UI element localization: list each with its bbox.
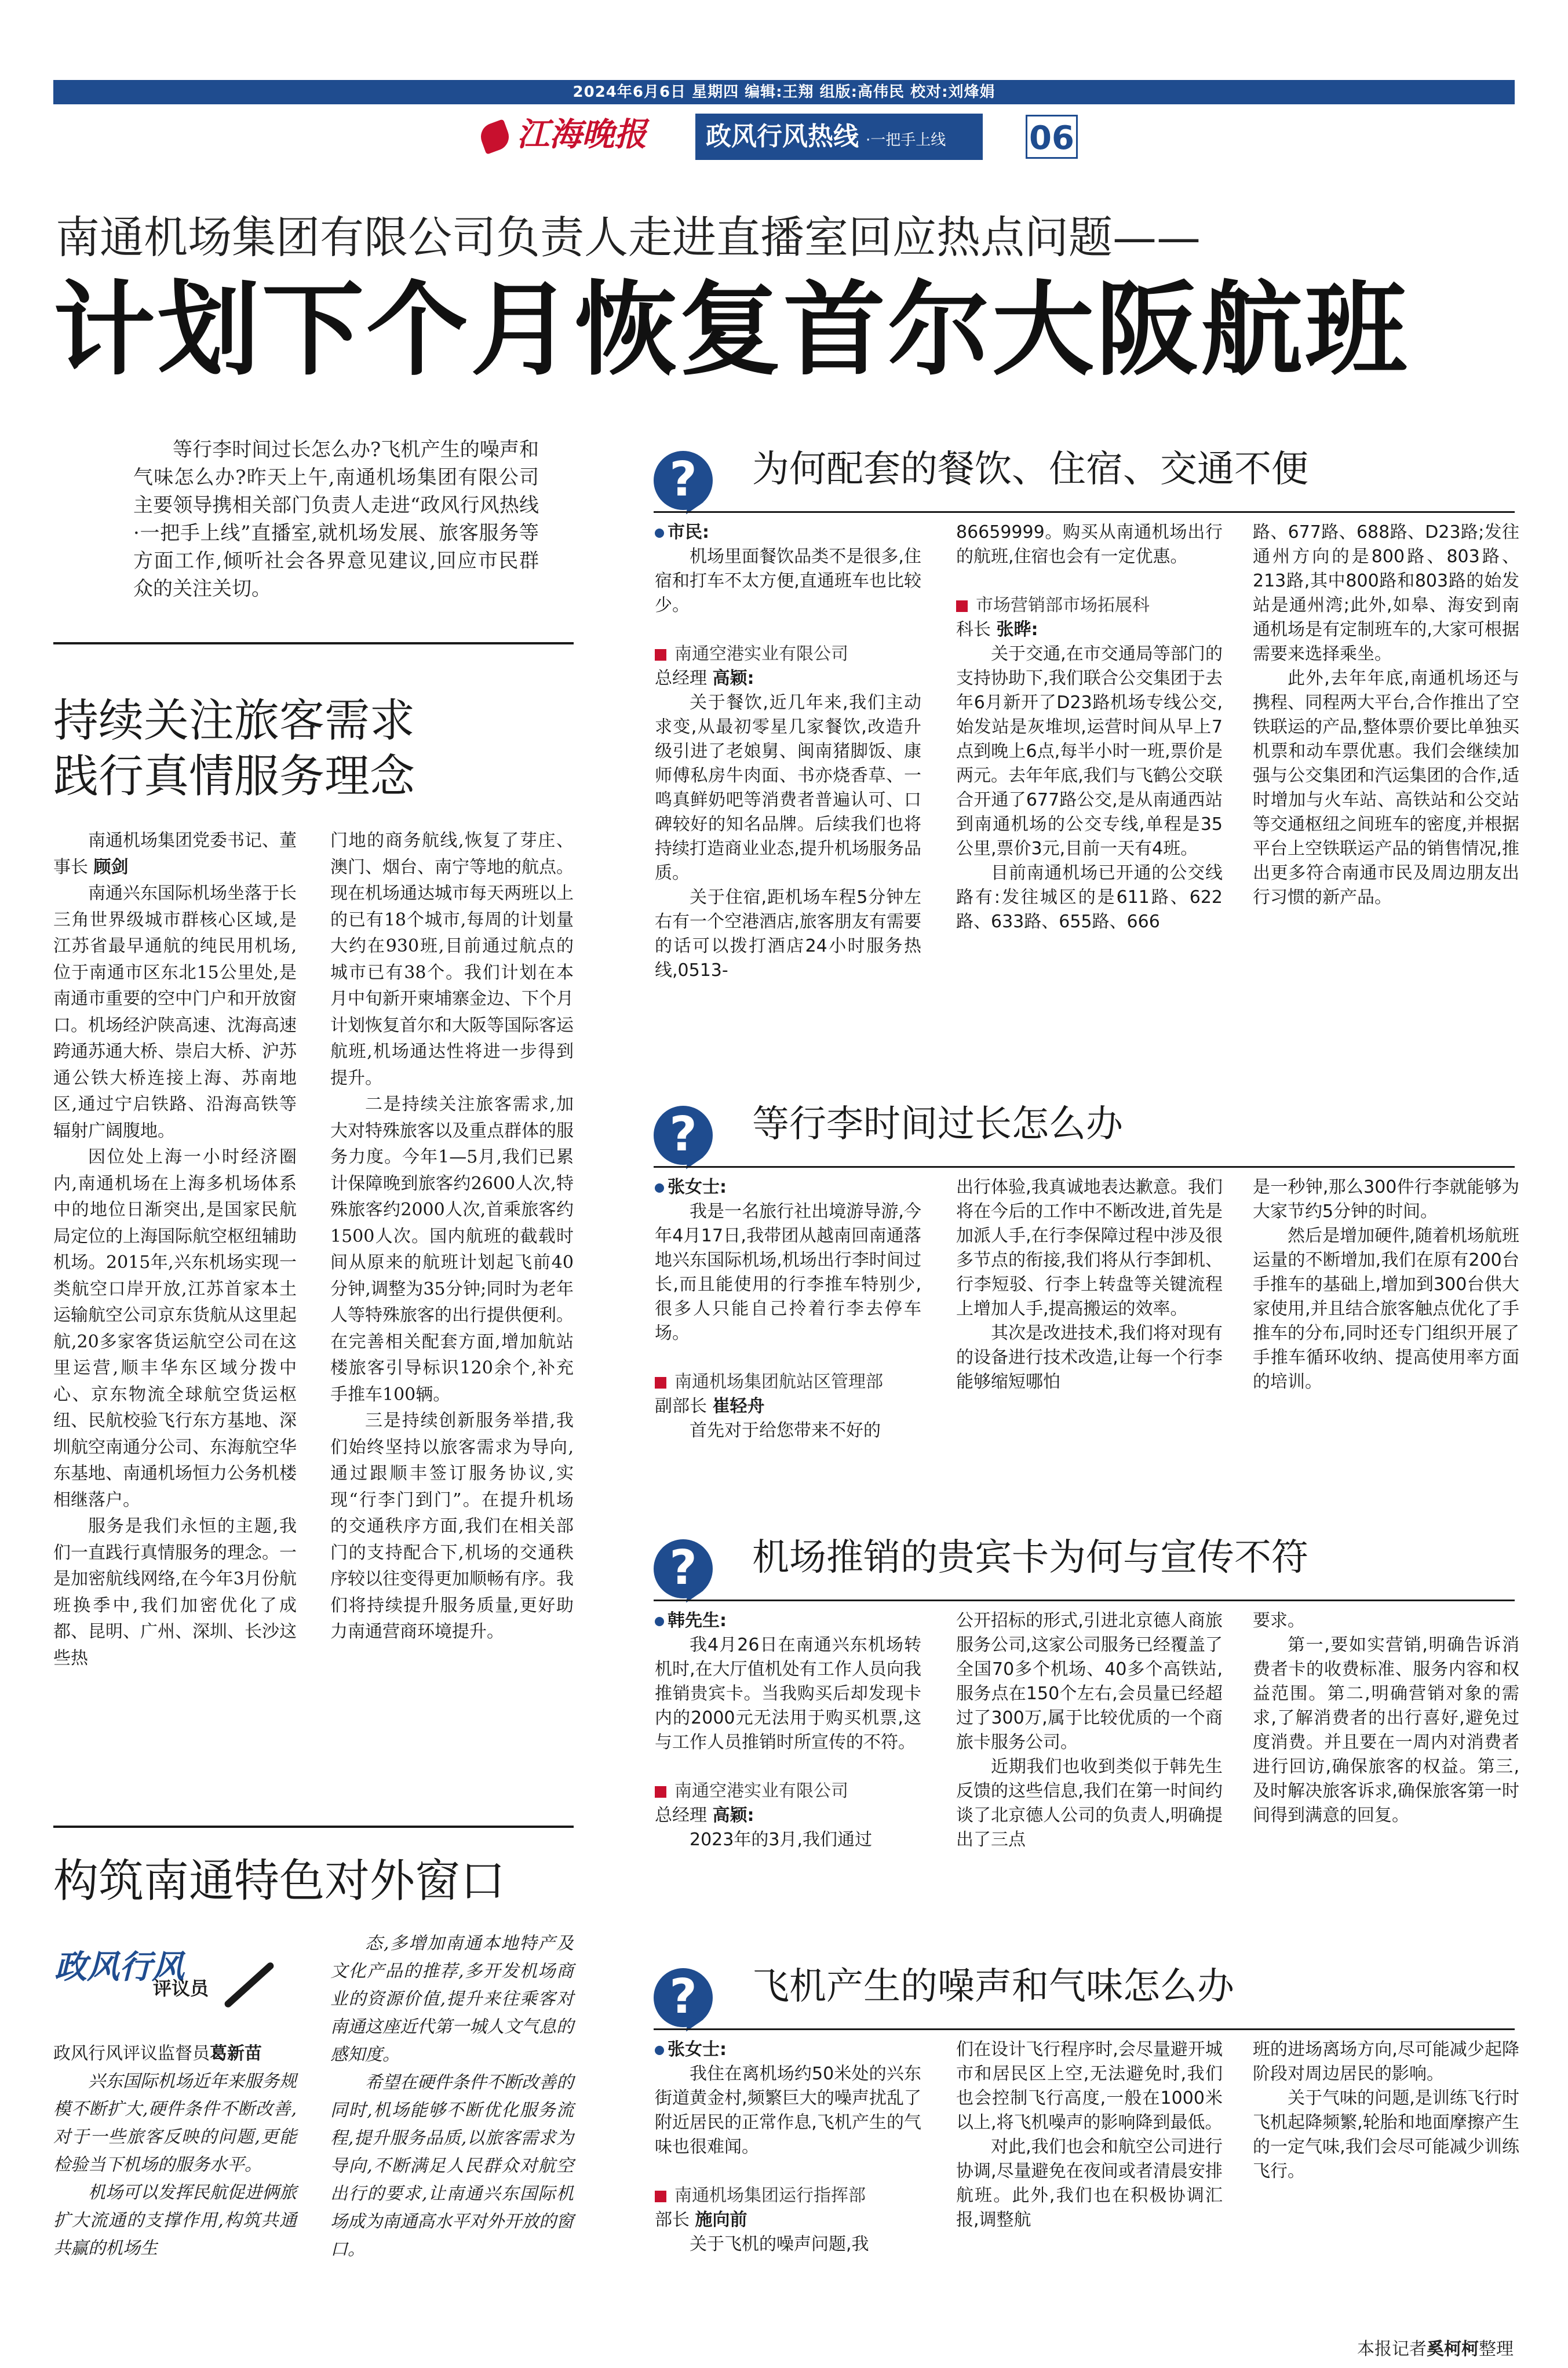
org-name: 南通机场集团航站区管理部 (674, 1372, 883, 1392)
responder-role: 副部长 (655, 1396, 707, 1416)
spacer (655, 2159, 921, 2184)
responder-org (655, 642, 921, 666)
bullet-icon (655, 1183, 664, 1193)
responder-name: 高颖: (712, 1805, 754, 1826)
question-icon: ? (654, 1106, 713, 1165)
paragraph: 要求。 (1253, 1611, 1305, 1631)
lead-paragraph: 等行李时间过长怎么办?飞机产生的噪声和气味怎么办?昨天上午,南通机场集团有限公司主要领导携相关部门负责人走进“政风行风热线·一把手上线”直播室,就机场发展、旅客服务等方面工作,倾听社会各界意见建议,回应市民群众的关注关切。 (133, 438, 539, 600)
q2-title: 等行李时间过长怎么办 (752, 1103, 1123, 1146)
date-bar: 2024年6月6日 星期四 编辑:王翔 组版:高伟民 校对:刘烽娟 (53, 80, 1515, 104)
divider (654, 1600, 1515, 1601)
q2-col2 (956, 1175, 1223, 1394)
paragraph: 此外,去年年底,南通机场还与携程、同程两大平台,合作推出了空铁联运的产品,整体票价要比单独买机票和动车票优惠。我们会继续加强与公交集团和汽运集团的合作,适时增加与火车站、高铁站和公交站等交通枢纽之间班车的密度,并根据平台上空铁联运产品的销售情况,推出更多符合南通市民及周边朋友出行习惯的新产品。 (1253, 668, 1519, 908)
responder-role: 科长 (956, 620, 991, 640)
org-name: 南通空港实业有限公司 (674, 1781, 848, 1801)
paragraph: 然后是增加硬件,随着机场航班运量的不断增加,我们在原有200台手推车的基础上,增加到300台供大家使用,并且结合旅客触点优化了手推车的分布,同时还专门组织开展了手推车循环收纳、提高使用率方面的培训。 (1253, 1226, 1519, 1392)
reviewer-name (53, 2040, 297, 2068)
bullet-icon (655, 2046, 664, 2055)
byline-org: 南通机场集团党委书记、董事长 (53, 830, 297, 877)
q4-col3 (1253, 2038, 1519, 2184)
spacer (655, 618, 921, 642)
paragraph: 2023年的3月,我们通过 (690, 1830, 872, 1850)
q1-col2 (956, 520, 1223, 934)
reviewer-badge (54, 1941, 298, 2005)
square-bullet-icon (655, 1377, 666, 1389)
responder-title (655, 1394, 921, 1419)
divider (654, 1166, 1515, 1168)
responder-org (956, 593, 1223, 618)
paragraph: 我住在离机场约50米处的兴东街道黄金村,频繁巨大的噪声扰乱了附近居民的正常作息,飞机产生的气味也很难闻。 (655, 2064, 921, 2157)
section2-title: 构筑南通特色对外窗口 (53, 1855, 506, 1907)
pen-icon (223, 1961, 275, 2009)
paragraph: 近期我们也收到类似于韩先生反馈的这些信息,我们在第一时间约谈了北京德人公司的负责人,明确提出了三点 (956, 1757, 1223, 1850)
spacer (956, 569, 1223, 593)
column-name: 政风行风热线 (706, 122, 859, 151)
paragraph: 路、677路、688路、D23路;发往通州方向的是800路、803路、213路,其中800路和803路的始发站是通州湾;此外,如皋、海安到南通机场是有定制班车的,大家可根据需要来选择乘坐。 (1253, 522, 1519, 664)
responder-title (655, 1804, 921, 1828)
paragraph: 我4月26日在南通兴东机场转机时,在大厅值机处有工作人员向我推销贵宾卡。当我购买后却发现卡内的2000元无法用于购买机票,这与工作人员推销时所宣传的不符。 (655, 1635, 921, 1753)
q2-col3 (1253, 1175, 1519, 1394)
paragraph: 关于交通,在市交通局等部门的支持协助下,我们联合公交集团于去年6月新开了D23路机场专线公交,始发站是灰堆坝,运营时间从早上7点到晚上6点,每半小时一班,票价是两元。去年年底,我们与飞鹤公交联合开通了677路公交,是从南通西站到南通机场的公交专线,单程是35公里,票价3元,目前一天有4班。 (956, 644, 1223, 859)
paragraph: 们在设计飞行程序时,会尽量避开城市和居民区上空,无法避免时,我们也会控制飞行高度,一般在1000米以上,将飞机噪声的影响降到最低。 (956, 2039, 1223, 2133)
paragraph: 是一秒钟,那么300件行李就能够为大家节约5分钟的时间。 (1253, 1177, 1519, 1222)
paragraph: 门地的商务航线,恢复了芽庄、澳门、烟台、南宁等地的航点。现在机场通达城市每天两班以上的已有18个城市,每周的计划量大约在930班,目前通过航点的城市已有38个。我们计划在本月中旬新开柬埔寨金边、下个月计划恢复首尔和大阪等国际客运航班,机场通达性将进一步得到提升。 (330, 830, 574, 1088)
paragraph: 态,多增加南通本地特产及文化产品的推荐,多开发机场商业的资源价值,提升来往乘客对南通这座近代第一城人文气息的感知度。 (330, 1933, 574, 2065)
reviewer-role: 政风行风评议监督员 (53, 2043, 210, 2064)
page-number: 06 (1026, 115, 1078, 159)
badge-title: 政风行风 (54, 1948, 184, 1986)
spacer (655, 1346, 921, 1370)
speaker (655, 1175, 921, 1200)
paragraph: 目前南通机场已开通的公交线路有:发往城区的是611路、622路、633路、655路、666 (956, 863, 1223, 932)
q1-title: 为何配套的餐饮、住宿、交通不便 (752, 448, 1308, 491)
q1-col3 (1253, 520, 1519, 910)
headline: 计划下个月恢复首尔大阪航班 (53, 271, 1410, 389)
reviewer-person: 葛新苗 (210, 2043, 262, 2064)
paragraph: 关于气味的问题,是训练飞行时飞机起降频繁,轮胎和地面摩擦产生的一定气味,我们会尽可能减少训练飞行。 (1253, 2088, 1519, 2181)
q4-col1 (655, 2038, 921, 2257)
paragraph: 第一,要如实营销,明确告诉消费者卡的收费标准、服务内容和权益范围。第二,明确营销对象的需求,了解消费者的出行喜好,避免过度消费。并且要在一周内对消费者进行回访,确保旅客的权益。第三,及时解决旅客诉求,确保旅客第一时间得到满意的回复。 (1253, 1635, 1519, 1826)
section1-column-1 (53, 828, 297, 1671)
q3-title: 机场推销的贵宾卡为何与宣传不符 (752, 1536, 1308, 1579)
q3-col2 (956, 1609, 1223, 1852)
paragraph: 服务是我们永恒的主题,我们一直践行真情服务的理念。一是加密航线网络,在今年3月份航班换季中,我们加密优化了成都、昆明、广州、深圳、长沙这些热 (53, 1516, 297, 1668)
paragraph: 兴东国际机场近年来服务规模不断扩大,硬件条件不断改善,对于一些旅客反映的问题,更能检验当下机场的服务水平。 (53, 2071, 297, 2175)
speaker (655, 1609, 921, 1633)
org-name: 南通机场集团运行指挥部 (674, 2185, 866, 2206)
paragraph: 机场里面餐饮品类不是很多,住宿和打车不太方便,直通班车也比较少。 (655, 547, 921, 615)
responder-name: 张晔: (996, 620, 1038, 640)
paragraph: 关于飞机的噪声问题,我 (690, 2234, 869, 2254)
paragraph: 对此,我们也会和航空公司进行协调,尽量避免在夜间或者清晨安排航班。此外,我们也在积极协调汇报,调整航 (956, 2137, 1223, 2230)
q1-col1 (655, 520, 921, 983)
credit-name: 奚柯柯 (1427, 2339, 1479, 2359)
q3-col3 (1253, 1609, 1519, 1828)
responder-role: 总经理 (655, 1805, 707, 1826)
badge-sub: 评议员 (153, 1977, 209, 1999)
bullet-icon (655, 529, 664, 538)
paragraph: 关于餐饮,近几年来,我们主动求变,从最初零星几家餐饮,改造升级引进了老娘舅、闽南猪脚饭、康师傅私房牛肉面、书亦烧香草、一鸣真鲜奶吧等消费者普遍认可、口碑较好的知名品牌。后续我们也将持续打造商业业态,提升机场服务品质。 (655, 693, 921, 883)
responder-org (655, 1779, 921, 1804)
q4-title: 飞机产生的噪声和气味怎么办 (752, 1965, 1234, 2008)
paper-name: 江海晚报 (517, 116, 647, 154)
section1-title-line1: 持续关注旅客需求 (53, 695, 415, 747)
responder-name: 高颖: (712, 668, 754, 688)
section2-column-1 (53, 2040, 297, 2263)
paragraph: 其次是改进技术,我们将对现有的设备进行技术改造,让每一个行李能够缩短哪怕 (956, 1323, 1223, 1392)
paper-logo (481, 115, 666, 155)
responder-name: 施向前 (695, 2210, 747, 2230)
byline-name: 顾剑 (93, 857, 129, 877)
section2-column-2 (330, 1930, 574, 2264)
column-slogan: ·一把手上线 (866, 132, 946, 149)
square-bullet-icon (655, 649, 666, 661)
paragraph: 班的进场离场方向,尽可能减少起降阶段对周边居民的影响。 (1253, 2039, 1519, 2084)
q2-col1 (655, 1175, 921, 1443)
credit (1357, 2334, 1514, 2360)
paragraph: 二是持续关注旅客需求,加大对特殊旅客以及重点群体的服务力度。今年1—5月,我们已累计保障晚到旅客约2600人次,特殊旅客约2000人次,首乘旅客约1500人次。国内航班的截载时间从原来的航班计划起飞前40分钟,调整为35分钟;同时为老年人等特殊旅客的出行提供便利。在完善相关配套方面,增加航站楼旅客引导标识120余个,补充手推车100辆。 (330, 1094, 574, 1405)
credit-prefix: 本报记者 (1357, 2339, 1427, 2359)
speaker-name: 市民: (668, 522, 709, 542)
divider (654, 511, 1515, 513)
section1-title-line2: 践行真情服务理念 (53, 751, 415, 803)
speaker-name: 张女士: (668, 1177, 727, 1197)
paragraph: 三是持续创新服务举措,我们始终坚持以旅客需求为导向,通过跟顺丰签订服务协议,实现“行李门到门”。在提升机场的交通秩序方面,我们在相关部门的支持配合下,机场的交通秩序较以往变得更加顺畅有序。我们将持续提升服务质量,更好助力南通营商环境提升。 (330, 1411, 574, 1642)
org-name: 市场营销部市场拓展科 (976, 595, 1150, 615)
responder-role: 部长 (655, 2210, 690, 2230)
square-bullet-icon (956, 600, 968, 612)
responder-title (956, 618, 1223, 642)
paragraph: 公开招标的形式,引进北京德人商旅服务公司,这家公司服务已经覆盖了全国70多个机场、40多个高铁站,服务点在150个左右,会员量已经超过了300万,属于比较优质的一个商旅卡服务公司。 (956, 1611, 1223, 1753)
column-tag (695, 114, 983, 160)
question-icon: ? (654, 1968, 713, 2027)
square-bullet-icon (655, 1786, 666, 1798)
bullet-icon (655, 1617, 664, 1626)
paragraph: 机场可以发挥民航促进俩旅扩大流通的支撑作用,构筑共通共赢的机场生 (53, 2183, 297, 2258)
section1-column-2 (330, 828, 574, 1645)
paragraph: 86659999。购买从南通机场出行的航班,住宿也会有一定优惠。 (956, 522, 1223, 567)
question-icon: ? (654, 451, 713, 510)
responder-org (655, 2184, 921, 2208)
divider (53, 642, 574, 644)
org-name: 南通空港实业有限公司 (674, 644, 848, 664)
speaker-name: 韩先生: (668, 1611, 727, 1631)
q4-col2 (956, 2038, 1223, 2232)
speaker (655, 520, 921, 545)
responder-name: 崔轻舟 (712, 1396, 765, 1416)
paragraph: 首先对于给您带来不好的 (690, 1420, 881, 1441)
spacer (655, 1755, 921, 1779)
paragraph: 希望在硬件条件不断改善的同时,机场能够不断优化服务流程,提升服务品质,以旅客需求为导向,不断满足人民群众对航空出行的要求,让南通兴东国际机场成为南通高水平对外开放的窗口。 (330, 2072, 574, 2260)
divider (654, 2028, 1515, 2030)
responder-title (655, 2208, 921, 2232)
divider (53, 1826, 574, 1828)
paragraph: 出行体验,我真诚地表达歉意。我们将在今后的工作中不断改进,首先是加派人手,在行李保障过程中涉及很多节点的衔接,我们将从行李卸机、行李短驳、行李上转盘等关键流程上增加人手,提高搬运的效率。 (956, 1177, 1223, 1319)
paragraph: 南通兴东国际机场坐落于长三角世界级城市群核心区域,是江苏省最早通航的纯民用机场,位于南通市区东北15公里处,是南通市重要的空中门户和开放窗口。机场经沪陕高速、沈海高速跨通苏通大桥、崇启大桥、沪苏通公铁大桥连接上海、苏南地区,通过宁启铁路、沿海高铁等辐射广阔腹地。 (53, 883, 297, 1141)
question-icon: ? (654, 1539, 713, 1598)
paragraph: 关于住宿,距机场车程5分钟左右有一个空港酒店,旅客朋友有需要的话可以拨打酒店24小时服务热线,0513- (655, 887, 921, 981)
square-bullet-icon (655, 2191, 666, 2202)
byline (53, 828, 297, 880)
speaker (655, 2038, 921, 2062)
speaker-name: 张女士: (668, 2039, 727, 2060)
q3-col1 (655, 1609, 921, 1852)
responder-role: 总经理 (655, 668, 707, 688)
responder-title (655, 666, 921, 691)
paragraph: 我是一名旅行社出境游导游,今年4月17日,我带团从越南回南通落地兴东国际机场,机场出行李时间过长,而且能使用的行李推车特别少,很多人只能自己拎着行李去停车场。 (655, 1201, 921, 1343)
credit-suffix: 整理 (1479, 2339, 1514, 2359)
paragraph: 因位处上海一小时经济圈内,南通机场在上海多机场体系中的地位日渐突出,是国家民航局定位的上海国际航空枢纽辅助机场。2015年,兴东机场实现一类航空口岸开放,江苏首家本土运输航空公司京东货航从这里起航,20多家客货运航空公司在这里运营,顺丰华东区域分拨中心、京东物流全球航空货运枢纽、民航校验飞行东方基地、深圳航空南通分公司、东海航空华东基地、南通机场恒力公务机楼相继落户。 (53, 1147, 297, 1510)
responder-org (655, 1370, 921, 1394)
subhead: 南通机场集团有限公司负责人走进直播室回应热点问题—— (56, 212, 1201, 263)
logo-mark-icon (477, 119, 513, 155)
